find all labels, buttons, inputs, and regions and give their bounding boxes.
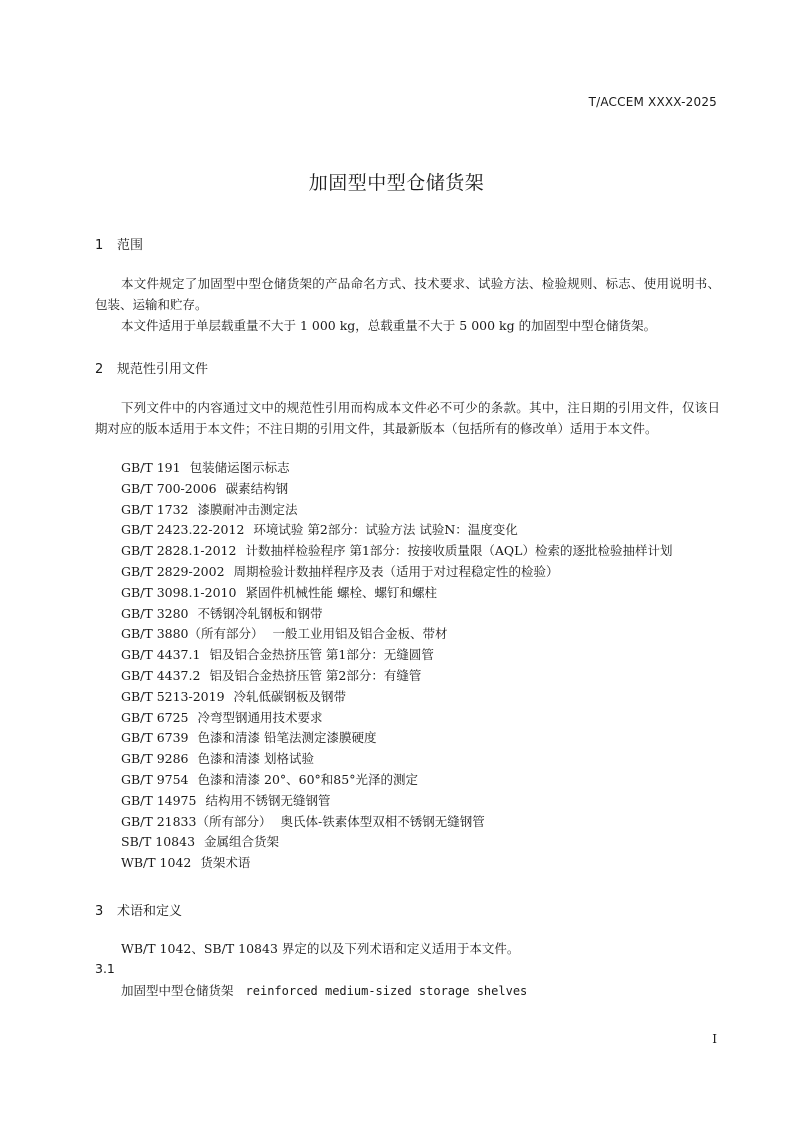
page-number: I bbox=[712, 1032, 717, 1046]
reference-item bbox=[121, 562, 672, 583]
reference-title: 铝及铝合金热挤压管 第1部分：无缝圆管 bbox=[209, 647, 434, 663]
section-number: 1 bbox=[95, 238, 104, 253]
reference-title: 漆膜耐冲击测定法 bbox=[197, 501, 298, 517]
reference-item bbox=[121, 583, 672, 604]
reference-item bbox=[121, 604, 672, 625]
reference-item bbox=[121, 520, 672, 541]
reference-code: GB/T 21833（所有部分） bbox=[121, 813, 272, 829]
reference-title: 紧固件机械性能 螺栓、螺钉和螺柱 bbox=[245, 584, 437, 600]
reference-code: GB/T 2828.1-2012 bbox=[121, 543, 237, 559]
reference-code: GB/T 6739 bbox=[121, 730, 189, 746]
reference-item bbox=[121, 853, 672, 874]
reference-title: 色漆和清漆 铅笔法测定漆膜硬度 bbox=[197, 730, 377, 746]
section-number: 3 bbox=[95, 904, 104, 919]
reference-item bbox=[121, 791, 672, 812]
reference-title: 包装储运图示标志 bbox=[189, 460, 290, 475]
reference-code: GB/T 9754 bbox=[121, 771, 189, 787]
reference-list bbox=[121, 458, 672, 874]
reference-title: 冷轧低碳钢板及钢带 bbox=[233, 688, 347, 704]
reference-title: 奥氏体-铁素体型双相不锈钢无缝钢管 bbox=[280, 813, 485, 829]
scope-paragraph-2: 本文件适用于单层载重量不大于 1 000 kg，总载重量不大于 5 000 kg 的加固型中型仓储货架。 bbox=[121, 318, 657, 333]
section-number: 2 bbox=[95, 362, 104, 377]
section-title: 规范性引用文件 bbox=[117, 362, 209, 377]
reference-code: WB/T 1042 bbox=[121, 855, 192, 871]
document-title: 加固型中型仓储货架 bbox=[308, 172, 485, 194]
reference-item bbox=[121, 624, 672, 645]
reference-code: GB/T 14975 bbox=[121, 792, 197, 808]
reference-code: GB/T 5213-2019 bbox=[121, 688, 225, 704]
reference-item bbox=[121, 728, 672, 749]
reference-code: GB/T 4437.2 bbox=[121, 667, 201, 683]
scope-paragraph-1: 本文件规定了加固型中型仓储货架的产品命名方式、技术要求、试验方法、检验规则、标志、使用说明书、包装、运输和贮存。 bbox=[95, 276, 720, 312]
section-title: 术语和定义 bbox=[117, 904, 183, 919]
reference-code: GB/T 191 bbox=[121, 460, 181, 475]
reference-code: GB/T 9286 bbox=[121, 751, 189, 767]
reference-title: 计数抽样检验程序 第1部分：按接收质量限（AQL）检索的逐批检验抽样计划 bbox=[245, 543, 673, 559]
reference-item bbox=[121, 541, 672, 562]
normative-intro-paragraph: 下列文件中的内容通过文中的规范性引用而构成本文件必不可少的条款。其中，注日期的引用文件，仅该日期对应的版本适用于本文件；不注日期的引用文件，其最新版本（包括所有的修改单）适用于本文件。 bbox=[95, 400, 720, 436]
reference-code: SB/T 10843 bbox=[121, 834, 196, 850]
reference-code: GB/T 3880（所有部分） bbox=[121, 626, 264, 642]
reference-item bbox=[121, 708, 672, 729]
reference-code: GB/T 3098.1-2010 bbox=[121, 584, 237, 600]
terms-intro-paragraph: WB/T 1042、SB/T 10843 界定的以及下列术语和定义适用于本文件。 bbox=[121, 941, 520, 956]
reference-title: 结构用不锈钢无缝钢管 bbox=[205, 792, 331, 808]
term-number: 3.1 bbox=[95, 961, 115, 976]
reference-code: GB/T 2829-2002 bbox=[121, 563, 225, 579]
reference-item bbox=[121, 479, 672, 500]
reference-item bbox=[121, 666, 672, 687]
section-heading-terms bbox=[95, 900, 182, 919]
reference-code: GB/T 6725 bbox=[121, 709, 189, 725]
reference-item bbox=[121, 458, 672, 479]
reference-title: 色漆和清漆 20°、60°和85°光泽的测定 bbox=[197, 771, 418, 787]
reference-item bbox=[121, 812, 672, 833]
reference-title: 冷弯型钢通用技术要求 bbox=[197, 709, 323, 725]
reference-item bbox=[121, 500, 672, 521]
term-english: reinforced medium-sized storage shelves bbox=[245, 984, 528, 998]
reference-title: 色漆和清漆 划格试验 bbox=[197, 751, 314, 767]
section-title: 范围 bbox=[117, 238, 144, 253]
reference-item bbox=[121, 687, 672, 708]
reference-title: 环境试验 第2部分：试验方法 试验N：温度变化 bbox=[253, 522, 518, 538]
reference-title: 碳素结构钢 bbox=[225, 480, 289, 496]
reference-code: GB/T 1732 bbox=[121, 501, 189, 517]
reference-code: GB/T 4437.1 bbox=[121, 647, 201, 663]
reference-item bbox=[121, 749, 672, 770]
reference-item bbox=[121, 832, 672, 853]
reference-title: 铝及铝合金热挤压管 第2部分：有缝管 bbox=[209, 667, 422, 683]
reference-title: 货架术语 bbox=[200, 855, 251, 871]
term-entry bbox=[121, 981, 527, 999]
reference-code: GB/T 700-2006 bbox=[121, 480, 217, 496]
reference-item bbox=[121, 770, 672, 791]
reference-code: GB/T 3280 bbox=[121, 605, 189, 621]
document-code: T/ACCEM XXXX-2025 bbox=[588, 95, 717, 109]
section-heading-scope bbox=[95, 234, 143, 253]
section-heading-normative-references bbox=[95, 358, 208, 377]
reference-title: 周期检验计数抽样程序及表（适用于对过程稳定性的检验） bbox=[233, 563, 559, 579]
reference-code: GB/T 2423.22-2012 bbox=[121, 522, 245, 538]
reference-title: 金属组合货架 bbox=[204, 834, 280, 850]
term-chinese: 加固型中型仓储货架 bbox=[121, 983, 234, 998]
reference-title: 不锈钢冷轧钢板和钢带 bbox=[197, 605, 323, 621]
reference-title: 一般工业用铝及铝合金板、带材 bbox=[272, 626, 448, 642]
reference-item bbox=[121, 645, 672, 666]
